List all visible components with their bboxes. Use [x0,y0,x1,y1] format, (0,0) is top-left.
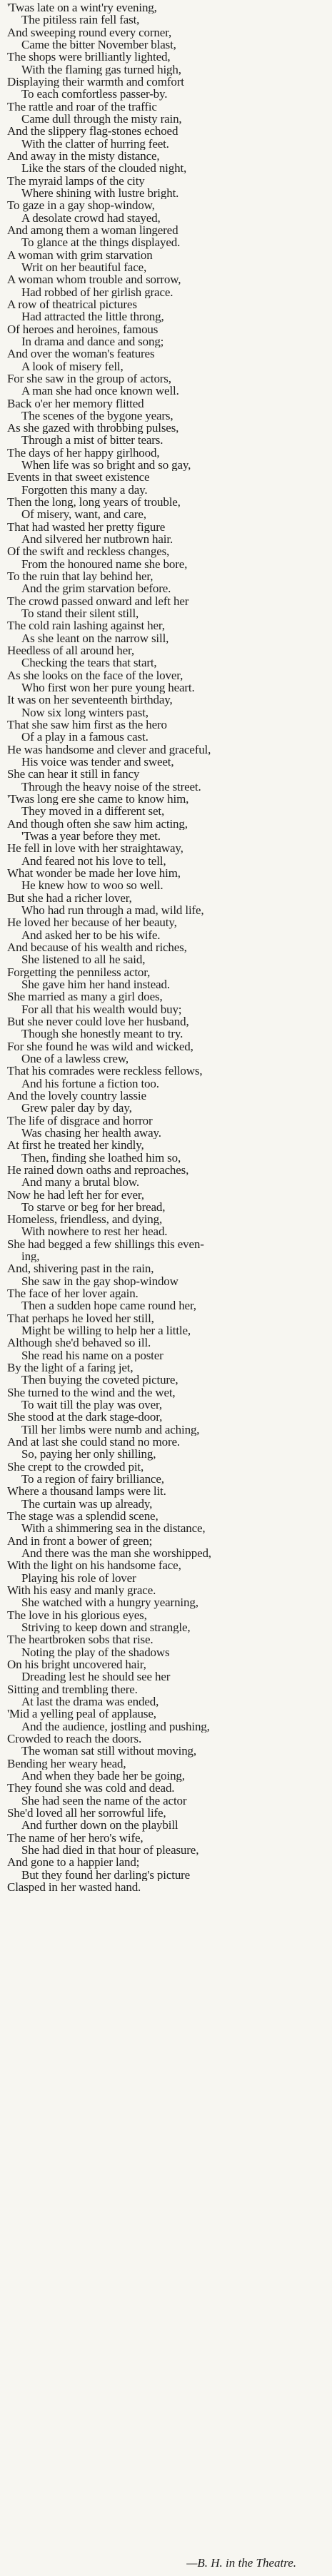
poem-line: He knew how to woo so well. [21,879,164,892]
poem-line: Bending her weary head, [7,1757,126,1770]
poem-line: Now six long winters past, [21,706,149,719]
poem-line: But she had a richer lover, [7,891,132,904]
poem-line: The name of her hero's wife, [7,1831,144,1844]
poem-line: Noting the play of the shadows [21,1646,170,1658]
poem-line: Back o'er her memory flitted [7,397,144,410]
poem-line: The woman sat still without moving, [21,1745,197,1758]
poem-line: She married as many a girl does, [7,990,163,1003]
poem-line: Now he had left her for ever, [7,1188,144,1201]
poem-line: Of heroes and heroines, famous [7,323,159,335]
poem-line: A woman whom trouble and sorrow, [7,273,181,286]
poem-line: Though she honestly meant to try. [21,1028,183,1040]
poem-line: 'Mid a yelling peal of applause, [7,1708,156,1720]
poem-line: Till her limbs were numb and aching, [21,1423,200,1436]
poem-line: A woman with grim starvation [7,248,153,261]
poem-line: She turned to the wind and the wet, [7,1386,176,1399]
poem-line: The life of disgrace and horror [7,1114,153,1127]
poem-line: The shops were brilliantly lighted, [7,51,171,64]
poem-line: To wait till the play was over, [21,1399,162,1411]
poem-line: Who had run through a mad, wild life, [21,903,204,917]
poem-line: And his fortune a fiction too. [21,1077,159,1090]
poem-line: Clasped in her wasted hand. [7,1880,141,1894]
poem-line: That had wasted her pretty figure [7,520,166,534]
poem-line: Although she'd behaved so ill. [7,1337,151,1349]
poem-line: Of the swift and reckless changes, [7,545,170,558]
poem-line: ing, [21,1250,40,1263]
poem-line: Where shining with lustre bright. [21,186,179,200]
poem-line: The days of her happy girlhood, [7,446,160,460]
poem-line: The pitiless rain fell fast, [21,14,140,26]
poem-line: They found she was cold and dead. [7,1782,175,1795]
poem-line: To stand their silent still, [21,607,139,620]
poem-line: And further down on the playbill [21,1819,178,1832]
poem-line: To glance at the things displayed. [21,236,181,249]
poem-line: Might be willing to help her a little, [21,1324,191,1337]
poem-line: Forgetting the penniless actor, [7,965,151,978]
poem-line: He was handsome and clever and graceful, [7,743,211,756]
poem-line: And the audience, jostling and pushing, [21,1720,210,1733]
poem-line: She had begged a few shillings this even- [7,1237,204,1251]
poem-line: Had robbed of her girlish grace. [21,285,173,298]
poem-line: She listened to all he said, [21,953,146,966]
poem-line: With a shimmering sea in the distance, [21,1522,206,1535]
poem-line: The myraid lamps of the city [7,174,145,187]
poem-line: But she never could love her husband, [7,1015,189,1028]
poem-line: That perhaps he loved her still, [7,1312,154,1325]
poem-line: It was on her seventeenth birthday, [7,694,173,706]
poem-text [7,1,328,1893]
poem-line: Crowded to reach the doors. [7,1732,142,1745]
poem-line: In drama and dance and song; [21,335,164,348]
poem-line: A man she had once known well. [21,385,179,397]
poem-line: To the ruin that lay behind her, [7,570,154,583]
poem-line: The heartbroken sobs that rise. [7,1633,154,1646]
poem-line: She had seen the name of the actor [21,1794,187,1807]
poem-line: She stood at the dark stage-door, [7,1411,163,1424]
poem-line: That his comrades were reckless fellows, [7,1065,203,1077]
poem-line: He rained down oaths and reproaches, [7,1163,189,1177]
poem-line: And because of his wealth and riches, [7,940,187,954]
poem-line: And among them a woman lingered [7,223,178,237]
poem-line: And silvered her nutbrown hair. [21,533,173,546]
poem-line: A row of theatrical pictures [7,298,137,311]
poem-line: That she saw him first as the hero [7,719,167,731]
poem-line: She'd loved all her sorrowful life, [7,1806,166,1820]
poem-line: Of a play in a famous cast. [21,731,149,744]
poem-line: By the light of a faring jet, [7,1361,134,1374]
poem-line: The rattle and roar of the traffic [7,100,157,113]
poem-line: The cold rain lashing against her, [7,619,165,632]
poem-line: With the clatter of hurring feet. [21,137,169,150]
poem-line: Then buying the coveted picture, [21,1374,178,1386]
poem-line: Displaying their warmth and comfort [7,75,184,88]
poem-line: Had attracted the little throng, [21,310,164,323]
poem-line: Grew paler day by day, [21,1102,132,1115]
poem-line: With the flaming gas turned high, [21,63,181,76]
poem-line: And asked her to be his wife. [21,928,161,941]
poem-line: 'Twas late on a wint'ry evening, [7,1,157,14]
poem-line: She gave him her hand instead. [21,978,170,991]
poem-line: Like the stars of the clouded night, [21,162,187,175]
poem-line: He loved her because of her beauty, [7,916,177,929]
poem-line: He fell in love with her straightaway, [7,842,183,855]
poem-line: The crowd passed onward and left her [7,594,189,608]
poem-line: The face of her lover again. [7,1287,139,1300]
poem-line: Heedless of all around her, [7,644,134,657]
poem-line: At first he treated her kindly, [7,1139,144,1152]
poem-line: With the light on his handsome face, [7,1559,181,1572]
poem-line: The curtain was up already, [21,1497,153,1511]
poem-line: But they found her darling's picture [21,1868,191,1881]
poem-line: Then, finding she loathed him so, [21,1151,181,1164]
poem-line: To gaze in a gay shop-window, [7,199,155,212]
poem-line: And the slippery flag-stones echoed [7,125,178,138]
poem-line: As she gazed with throbbing pulses, [7,422,179,435]
poem-line: And feared not his love to tell, [21,854,166,867]
poem-line: Of misery, want, and care, [21,508,146,521]
poem-line: To starve or beg for her bread, [21,1200,166,1214]
poem-line: And at last she could stand no more. [7,1436,180,1449]
poem-line: His voice was tender and sweet, [21,756,174,769]
poem-line: And away in the misty distance, [7,149,160,163]
poem-line: Then the long, long years of trouble, [7,496,181,509]
poem-line: Came dull through the misty rain, [21,112,182,126]
poem-line: On his bright uncovered hair, [7,1658,146,1671]
poem-line: Homeless, friendless, and dying, [7,1213,163,1226]
poem-line: The love in his glorious eyes, [7,1608,147,1621]
poem-line: She watched with a hungry yearning, [21,1596,198,1609]
poem-line: And the grim starvation before. [21,582,171,595]
poem-line: Then a sudden hope came round her, [21,1299,196,1312]
poem-line: And sweeping round every corner, [7,26,172,39]
poem-line: For she saw in the group of actors, [7,372,171,385]
poem-line: She had died in that hour of pleasure, [21,1843,199,1857]
poem-line: The stage was a splendid scene, [7,1510,159,1523]
poem-line: They moved in a different set, [21,805,165,818]
poem-line: As she leant on the narrow sill, [21,632,169,645]
poem-line: From the honoured name she bore, [21,557,188,571]
poem-line: She crept to the crowded pit, [7,1460,144,1474]
poem-line: A look of misery fell, [21,360,124,372]
poem-line: And in front a bower of green; [7,1534,153,1548]
poem-line: Checking the tears that start, [21,656,157,669]
poem-attribution: —B. H. in the Theatre. [186,2556,296,2570]
poem-line: So, paying her only shilling, [21,1448,156,1461]
poem-line: Striving to keep down and strangle, [21,1621,191,1634]
poem-line: What wonder be made her love him, [7,866,181,880]
poem-line: Through a mist of bitter tears. [21,434,164,447]
poem-line: Playing his role of lover [21,1571,136,1584]
poem-line: And, shivering past in the rain, [7,1262,154,1275]
poem-line: She can hear it still in fancy [7,768,140,781]
poem-line: And the lovely country lassie [7,1089,146,1102]
poem-line: And though often she saw him acting, [7,817,188,830]
poem-line: With his easy and manly grace. [7,1584,156,1597]
poem-line: She read his name on a poster [21,1349,164,1362]
poem-line: For she found he was wild and wicked, [7,1040,193,1053]
poem-line: A desolate crowd had stayed, [21,211,161,224]
poem-line: As she looks on the face of the lover, [7,669,183,682]
poem-line: She saw in the gay shop-window [21,1274,178,1288]
poem-line: Writ on her beautiful face, [21,260,147,274]
poem-line: At last the drama was ended, [21,1695,159,1708]
poem-line: For all that his wealth would buy; [21,1003,182,1015]
poem-line: Where a thousand lamps were lit. [7,1485,166,1498]
poem-line: The scenes of the bygone years, [21,409,173,422]
poem-line: When life was so bright and so gay, [21,459,191,472]
poem-line: Came the bitter November blast, [21,38,176,51]
poem-line: With nowhere to rest her head. [21,1225,168,1238]
poem-line: And there was the man she worshipped, [21,1547,211,1560]
poem-line: And many a brutal blow. [21,1176,139,1189]
poem-line: And over the woman's features [7,348,155,360]
poem-line: 'Twas long ere she came to know him, [7,793,189,806]
poem-line: Dreading lest he should see her [21,1670,171,1683]
poem-line: Who first won her pure young heart. [21,681,195,694]
poem-line: 'Twas a year before they met. [21,829,161,843]
poem-line: Forgotten this many a day. [21,483,148,497]
poem-line: Events in that sweet existence [7,471,150,484]
poem-line: To a region of fairy brilliance, [21,1473,164,1486]
poem-line: And gone to a happier land; [7,1856,140,1869]
poem-line: Was chasing her health away. [21,1126,161,1140]
poem-line: And when they bade her be going, [21,1769,185,1783]
poem-line: To each comfortless passer-by. [21,88,168,101]
poem-line: One of a lawless crew, [21,1052,129,1065]
poem-line: Sitting and trembling there. [7,1683,138,1695]
poem-line: Through the heavy noise of the street. [21,780,201,793]
